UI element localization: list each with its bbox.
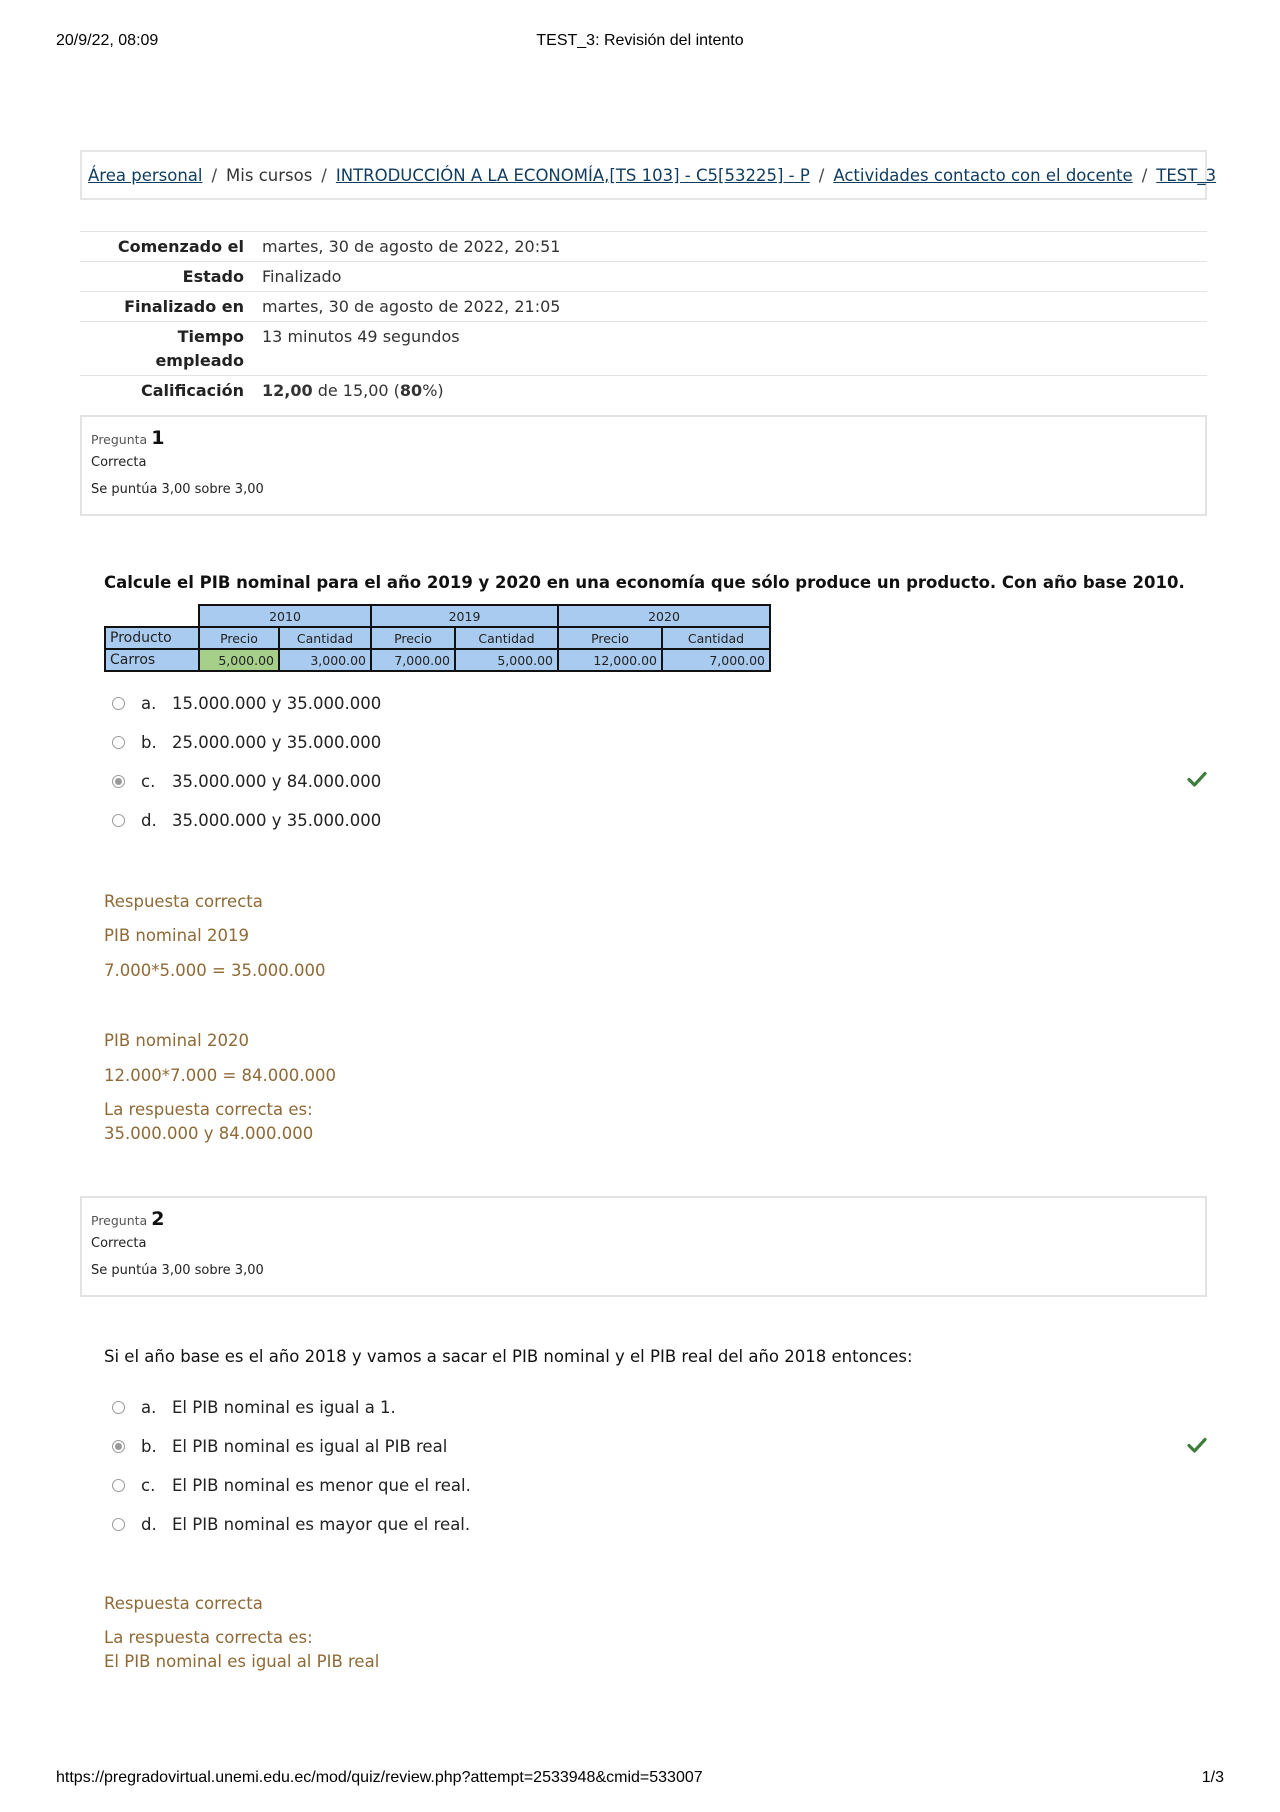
summary-row-grade bbox=[80, 376, 1207, 406]
feedback-result: Respuesta correcta bbox=[104, 1594, 263, 1613]
answer-text: El PIB nominal es igual a 1. bbox=[172, 1398, 396, 1417]
check-icon bbox=[1186, 768, 1208, 790]
question-1-text: Calcule el PIB nominal para el año 2019 y 2020 en una economía que sólo produce un producto. Con año base 2010. bbox=[104, 573, 1185, 592]
summary-label: Comenzado el bbox=[117, 237, 244, 256]
breadcrumb-separator: / bbox=[818, 165, 825, 185]
grade-percent: 80 bbox=[399, 381, 423, 400]
summary-value: martes, 30 de agosto de 2022, 21:05 bbox=[262, 297, 561, 316]
question-1-answers bbox=[112, 684, 1207, 840]
question-state: Correcta bbox=[91, 1236, 147, 1251]
feedback-right-label: La respuesta correcta es: bbox=[104, 1628, 313, 1647]
summary-row-state bbox=[80, 262, 1207, 292]
question-1-info bbox=[80, 415, 1207, 516]
pib-table-cell: 12,000.00 bbox=[558, 649, 662, 671]
pib-table-header: Cantidad bbox=[279, 627, 371, 649]
pib-table-year-row bbox=[105, 605, 770, 627]
radio-icon[interactable] bbox=[112, 1479, 125, 1492]
summary-value: Finalizado bbox=[262, 267, 342, 286]
pib-table-year: 2010 bbox=[199, 605, 371, 627]
feedback-right-answer: 35.000.000 y 84.000.000 bbox=[104, 1124, 314, 1143]
pib-table-blank-cell bbox=[105, 605, 199, 627]
attempt-summary bbox=[80, 231, 1207, 405]
radio-icon[interactable] bbox=[112, 814, 125, 827]
question-number bbox=[91, 427, 1196, 449]
question-2-answers bbox=[112, 1388, 1207, 1544]
feedback-line: PIB nominal 2020 bbox=[104, 1031, 249, 1050]
summary-row-started bbox=[80, 232, 1207, 262]
print-title: TEST_3: Revisión del intento bbox=[536, 32, 744, 49]
pib-table-cell: 3,000.00 bbox=[279, 649, 371, 671]
grade-mid: de 15,00 ( bbox=[312, 381, 400, 400]
radio-icon[interactable] bbox=[112, 1401, 125, 1414]
pib-table-year: 2020 bbox=[558, 605, 770, 627]
quiz-review-page bbox=[80, 150, 1217, 1674]
question-2-text: Si el año base es el año 2018 y vamos a sacar el PIB nominal y el PIB real del año 2018 entonces: bbox=[104, 1347, 913, 1366]
grade-score: 12,00 bbox=[262, 381, 313, 400]
answer-option[interactable] bbox=[112, 1388, 1207, 1427]
answer-text: 35.000.000 y 35.000.000 bbox=[172, 811, 382, 830]
pib-table-header: Precio bbox=[199, 627, 279, 649]
pib-table-cell: 5,000.00 bbox=[455, 649, 558, 671]
summary-row-time bbox=[80, 322, 1207, 376]
pib-table-header-row bbox=[105, 627, 770, 649]
summary-label-line: Tiempo bbox=[177, 327, 244, 346]
summary-value: 13 minutos 49 segundos bbox=[262, 327, 460, 346]
pib-table-header: Precio bbox=[558, 627, 662, 649]
radio-icon[interactable] bbox=[112, 736, 125, 749]
question-2-info bbox=[80, 1196, 1207, 1297]
answer-option-selected[interactable] bbox=[112, 762, 1207, 801]
question-label: Pregunta bbox=[91, 1213, 148, 1228]
feedback-line: 12.000*7.000 = 84.000.000 bbox=[104, 1066, 337, 1085]
answer-text: 35.000.000 y 84.000.000 bbox=[172, 772, 382, 791]
answer-letter: b. bbox=[141, 1437, 157, 1456]
summary-row-finished bbox=[80, 292, 1207, 322]
summary-label: Finalizado en bbox=[124, 297, 244, 316]
question-label: Pregunta bbox=[91, 432, 148, 447]
answer-text: 25.000.000 y 35.000.000 bbox=[172, 733, 382, 752]
breadcrumb-area-personal[interactable]: Área personal bbox=[88, 165, 203, 185]
answer-option[interactable] bbox=[112, 684, 1207, 723]
question-number-value: 1 bbox=[151, 427, 165, 449]
summary-value bbox=[262, 376, 1207, 406]
question-grade: Se puntúa 3,00 sobre 3,00 bbox=[91, 482, 264, 497]
breadcrumb-separator: / bbox=[321, 165, 327, 185]
question-number bbox=[91, 1208, 1196, 1230]
answer-option[interactable] bbox=[112, 801, 1207, 840]
summary-label-line: empleado bbox=[155, 351, 244, 370]
pib-table-cell: Carros bbox=[105, 649, 199, 671]
breadcrumb-separator: / bbox=[211, 165, 218, 185]
answer-letter: a. bbox=[141, 694, 157, 713]
print-datetime: 20/9/22, 08:09 bbox=[56, 32, 159, 49]
answer-option[interactable] bbox=[112, 723, 1207, 762]
question-1-feedback bbox=[104, 890, 1207, 1146]
breadcrumb-course[interactable]: INTRODUCCIÓN A LA ECONOMÍA,[TS 103] - C5[53225] - P bbox=[335, 165, 810, 185]
pib-table-data-row bbox=[105, 649, 770, 671]
radio-icon[interactable] bbox=[112, 775, 125, 788]
answer-letter: b. bbox=[141, 733, 157, 752]
breadcrumb bbox=[80, 150, 1217, 200]
check-icon bbox=[1186, 1434, 1208, 1456]
pib-table-header: Producto bbox=[105, 627, 199, 649]
feedback-line: 7.000*5.000 = 35.000.000 bbox=[104, 961, 326, 980]
radio-icon[interactable] bbox=[112, 1440, 125, 1453]
question-grade: Se puntúa 3,00 sobre 3,00 bbox=[91, 1263, 264, 1278]
answer-letter: d. bbox=[141, 811, 157, 830]
radio-icon[interactable] bbox=[112, 697, 125, 710]
pib-table bbox=[104, 604, 771, 672]
pib-table-header: Cantidad bbox=[455, 627, 558, 649]
answer-option-selected[interactable] bbox=[112, 1427, 1207, 1466]
answer-text: El PIB nominal es mayor que el real. bbox=[172, 1515, 471, 1534]
breadcrumb-separator: / bbox=[1141, 165, 1148, 185]
pib-table-header: Cantidad bbox=[662, 627, 770, 649]
summary-label: Calificación bbox=[141, 381, 244, 400]
breadcrumb-mis-cursos: Mis cursos bbox=[226, 165, 313, 185]
grade-end: %) bbox=[422, 381, 444, 400]
question-2-feedback bbox=[104, 1592, 1207, 1674]
pib-table-cell: 7,000.00 bbox=[662, 649, 770, 671]
feedback-right-answer: El PIB nominal es igual al PIB real bbox=[104, 1652, 380, 1671]
breadcrumb-activities[interactable]: Actividades contacto con el docente bbox=[833, 165, 1133, 185]
question-state: Correcta bbox=[91, 455, 147, 470]
answer-text: El PIB nominal es igual al PIB real bbox=[172, 1437, 448, 1456]
answer-letter: c. bbox=[141, 1476, 156, 1495]
radio-icon[interactable] bbox=[112, 1518, 125, 1531]
answer-text: El PIB nominal es menor que el real. bbox=[172, 1476, 471, 1495]
feedback-result: Respuesta correcta bbox=[104, 892, 263, 911]
print-page-number: 1/3 bbox=[1201, 1769, 1224, 1786]
pib-table-year: 2019 bbox=[371, 605, 558, 627]
pib-table-header: Precio bbox=[371, 627, 455, 649]
answer-text: 15.000.000 y 35.000.000 bbox=[172, 694, 382, 713]
feedback-right-label: La respuesta correcta es: bbox=[104, 1100, 313, 1119]
answer-option[interactable] bbox=[112, 1505, 1207, 1544]
answer-option[interactable] bbox=[112, 1466, 1207, 1505]
answer-letter: d. bbox=[141, 1515, 157, 1534]
summary-label bbox=[80, 322, 262, 376]
print-url: https://pregradovirtual.unemi.edu.ec/mod/quiz/review.php?attempt=2533948&cmid=533007 bbox=[56, 1769, 703, 1786]
answer-letter: c. bbox=[141, 772, 156, 791]
summary-value: martes, 30 de agosto de 2022, 20:51 bbox=[262, 237, 561, 256]
breadcrumb-test[interactable]: TEST_3 bbox=[1156, 165, 1217, 185]
pib-table-cell: 7,000.00 bbox=[371, 649, 455, 671]
summary-label: Estado bbox=[182, 267, 244, 286]
feedback-line: PIB nominal 2019 bbox=[104, 926, 249, 945]
answer-letter: a. bbox=[141, 1398, 157, 1417]
question-number-value: 2 bbox=[151, 1208, 165, 1230]
pib-table-cell: 5,000.00 bbox=[199, 649, 279, 671]
